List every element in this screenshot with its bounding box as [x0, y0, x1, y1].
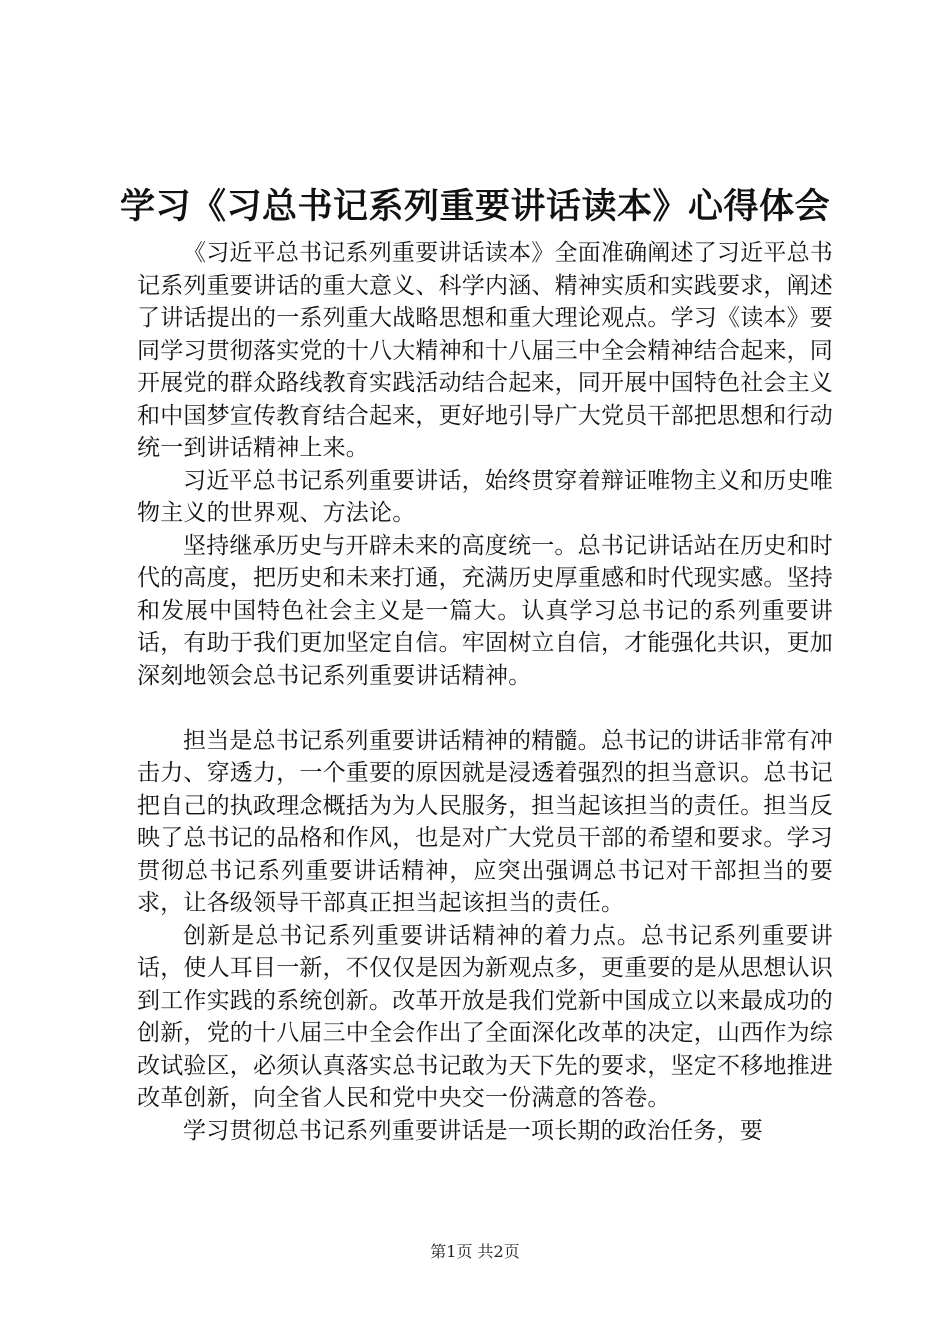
paragraph-responsibility: 担当是总书记系列重要讲话精神的精髓。总书记的讲话非常有冲击力、穿透力，一个重要的原因就是浸透着强烈的担当意识。总书记把自己的执政理念概括为为人民服务，担当起该担当的责任。担当反映了总书记的品格和作风，也是对广大党员干部的希望和要求。学习贯彻总书记系列重要讲话精神，应突出强调总书记对干部担当的要求，让各级领导干部真正担当起该担当的责任。 [137, 727, 833, 916]
paragraph-innovation: 创新是总书记系列重要讲话精神的着力点。总书记系列重要讲话，使人耳目一新，不仅仅是因为新观点多，更重要的是从思想认识到工作实践的系统创新。改革开放是我们党新中国成立以来最成功的创新，党的十八届三中全会作出了全面深化改革的决定，山西作为综改试验区，必须认真落实总书记敢为天下先的要求，坚定不移地推进改革创新，向全省人民和党中央交一份满意的答卷。 [137, 922, 833, 1111]
paragraph-long-term-task: 学习贯彻总书记系列重要讲话是一项长期的政治任务，要 [183, 1117, 763, 1144]
document-title: 学习《习总书记系列重要讲话读本》心得体会 [119, 187, 830, 227]
document-body [137, 237, 833, 1147]
page-number-footer: 第1页 共2页 [430, 1242, 520, 1261]
paragraph-intro: 《习近平总书记系列重要讲话读本》全面准确阐述了习近平总书记系列重要讲话的重大意义、科学内涵、精神实质和实践要求，阐述了讲话提出的一系列重大战略思想和重大理论观点。学习《读本》要同学习贯彻落实党的十八大精神和十八届三中全会精神结合起来，同开展党的群众路线教育实践活动结合起来，同开展中国特色社会主义和中国梦宣传教育结合起来，更好地引导广大党员干部把思想和行动统一到讲话精神上来。 [137, 240, 833, 461]
paragraph-worldview: 习近平总书记系列重要讲话，始终贯穿着辩证唯物主义和历史唯物主义的世界观、方法论。 [137, 467, 833, 526]
paragraph-history: 坚持继承历史与开辟未来的高度统一。总书记讲话站在历史和时代的高度，把历史和未来打通，充满历史厚重感和时代现实感。坚持和发展中国特色社会主义是一篇大。认真学习总书记的系列重要讲话，有助于我们更加坚定自信。牢固树立自信，才能强化共识，更加深刻地领会总书记系列重要讲话精神。 [137, 532, 833, 689]
